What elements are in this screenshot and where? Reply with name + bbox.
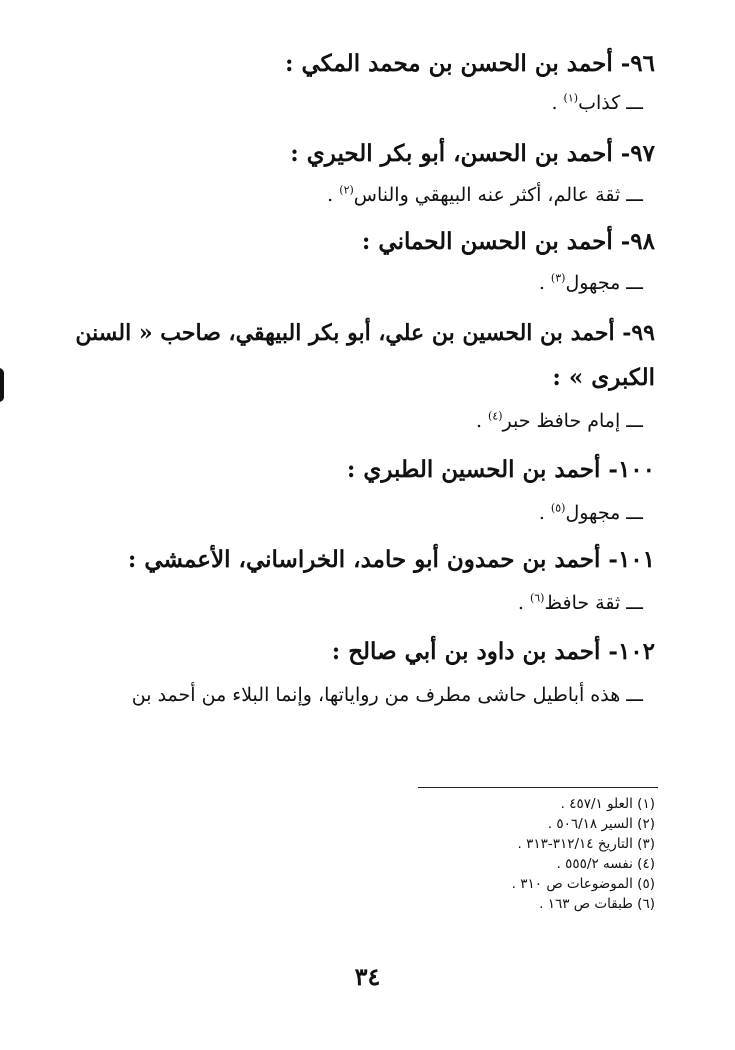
footnote-2: (٢) السير ٥٠٦/١٨ .: [547, 816, 655, 832]
entry-99-heading-cont: الكبرى » :: [552, 364, 655, 391]
entry-99-heading: ٩٩- أحمد بن الحسين بن علي، أبو بكر البيهقي، صاحب « السنن: [75, 320, 655, 346]
entry-98-heading: ٩٨- أحمد بن الحسن الحماني :: [361, 228, 655, 255]
entry-96-heading: ٩٦- أحمد بن الحسن بن محمد المكي :: [285, 50, 655, 77]
entry-102-heading: ١٠٢- أحمد بن داود بن أبي صالح :: [331, 638, 655, 665]
page-number: ٣٤: [354, 962, 381, 991]
page-edge-mark: [0, 368, 4, 402]
entry-96-note: ـــ كذاب$^{(١)}$ .: [551, 91, 643, 114]
footnote-separator: [418, 787, 658, 788]
footnote-3: (٣) التاريخ ٣١٢/١٤-٣١٣ .: [517, 836, 655, 852]
entry-98-note: ـــ مجهول$^{(٣)}$ .: [538, 271, 643, 294]
footnote-ref-5[interactable]: (٥): [550, 501, 566, 515]
entry-100-note: ـــ مجهول$^{(٥)}$ .: [538, 501, 643, 524]
footnote-ref-3[interactable]: (٣): [550, 271, 566, 285]
entry-101-note: ـــ ثقة حافظ$^{(٦)}$ .: [517, 591, 643, 614]
entry-102-note: ـــ هذه أباطيل حاشى مطرف من رواياتها، وإنما البلاء من أحمد بن: [131, 684, 643, 706]
footnote-ref-6[interactable]: (٦): [529, 591, 545, 605]
footnote-5: (٥) الموضوعات ص ٣١٠ .: [511, 876, 655, 892]
footnote-ref-2[interactable]: (٢): [339, 183, 354, 197]
footnote-4: (٤) نفسه ٥٥٥/٢ .: [556, 856, 655, 872]
entry-100-heading: ١٠٠- أحمد بن الحسين الطبري :: [346, 456, 655, 483]
footnote-ref-1[interactable]: (١): [563, 91, 579, 105]
entry-101-heading: ١٠١- أحمد بن حمدون أبو حامد، الخراساني، الأعمشي :: [127, 546, 655, 573]
footnote-6: (٦) طبقات ص ١٦٣ .: [539, 896, 655, 912]
entry-99-note: ـــ إمام حافظ حبر$^{(٤)}$ .: [475, 409, 643, 432]
footnote-ref-4[interactable]: (٤): [488, 409, 503, 423]
footnote-1: (١) العلو ٤٥٧/١ .: [560, 796, 655, 812]
entry-97-heading: ٩٧- أحمد بن الحسن، أبو بكر الحيري :: [290, 140, 655, 167]
entry-97-note: ـــ ثقة عالم، أكثر عنه البيهقي والناس$^{(٢)}$ .: [327, 183, 643, 206]
